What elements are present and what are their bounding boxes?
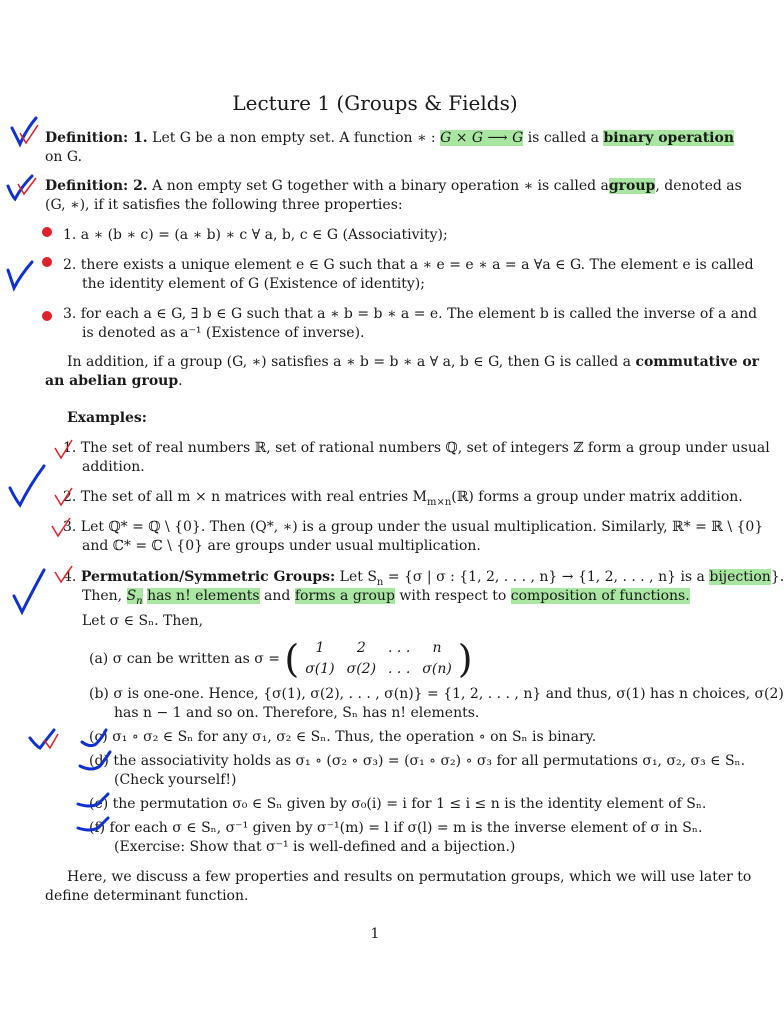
example-2-subscript: m×n	[426, 496, 452, 508]
red-check-icon	[55, 440, 72, 458]
matrix-cell: n	[432, 640, 442, 656]
closing-paragraph: Here, we discuss a few properties and results on permutation groups, which we will use later to	[67, 869, 752, 885]
example-3-line-2: and ℂ* = ℂ \ {0} are groups under usual multiplication.	[82, 538, 481, 554]
example-4-text-3: }.	[770, 569, 784, 585]
blue-check-icon	[10, 466, 44, 505]
property-inverse: 3. for each a ∈ G, ∃ b ∈ G such that a ∗ b = b ∗ a = e. The element b is called the inverse of a and	[63, 306, 758, 322]
definition-1-text-2: is called a	[527, 130, 600, 146]
matrix-cell: σ(n)	[422, 661, 452, 677]
matrix-cell: σ(1)	[305, 661, 335, 677]
example-4-text-2: = {σ | σ : {1, 2, . . . , n} → {1, 2, . . . , n} is a	[383, 569, 705, 585]
red-dot-icon	[42, 227, 52, 237]
highlight-n-factorial: has n! elements	[147, 588, 260, 604]
abelian-bold-1: commutative or	[635, 354, 760, 370]
examples-heading: Examples:	[67, 410, 147, 426]
highlight-forms-group: forms a group	[294, 588, 395, 604]
example-2-end: (ℝ) forms a group under matrix addition.	[451, 489, 743, 505]
blue-check-icon	[78, 794, 108, 806]
highlight-group: group	[608, 178, 656, 194]
blue-check-icon	[82, 730, 106, 746]
matrix-cell: 2	[356, 640, 366, 656]
property-inverse-line-2: is denoted as a⁻¹ (Existence of inverse).	[82, 325, 365, 341]
sub-item-e: (e) the permutation σ₀ ∈ Sₙ given by σ₀(i) = i for 1 ≤ i ≤ n is the identity element of Sₙ.	[89, 796, 707, 812]
definition-1-line-2: on G.	[45, 149, 83, 165]
red-check-icon	[55, 488, 72, 505]
matrix-cell: σ(2)	[346, 661, 377, 677]
example-1-line-2: addition.	[82, 459, 145, 475]
example-4-and: and	[264, 588, 291, 604]
abelian-text: In addition, if a group (G, ∗) satisfies a ∗ b = b ∗ a ∀ a, b ∈ G, then G is called a	[67, 354, 631, 370]
property-identity: 2. there exists a unique element e ∈ G such that a ∗ e = e ∗ a = a ∀a ∈ G. The element e is called	[63, 257, 754, 273]
highlight-composition: composition of functions.	[510, 588, 690, 604]
example-3: 3. Let ℚ* = ℚ \ {0}. Then (Q*, ∗) is a group under the usual multiplication. Similarly, ℝ* = ℝ \ {0}	[63, 519, 764, 535]
matrix-cell: . . .	[388, 640, 411, 656]
example-4-text: Let S	[339, 569, 377, 585]
definition-2-label: Definition: 2.	[45, 178, 148, 194]
highlight-sn-sub: n	[136, 595, 143, 607]
blue-check-icon	[8, 262, 32, 288]
matrix-left-paren: (	[284, 637, 300, 681]
example-4-sub: n	[376, 576, 384, 588]
definition-2-text-2: , denoted as	[655, 178, 742, 194]
sub-item-b: (b) σ is one-one. Hence, {σ(1), σ(2), . . . , σ(n)} = {1, 2, . . . , n} and thus, σ(1) has n choices, σ(2)	[89, 686, 784, 702]
example-4-then: Then,	[82, 588, 123, 604]
definition-1-label: Definition: 1.	[45, 130, 148, 146]
definition-2-line-2: (G, ∗), if it satisfies the following three properties:	[45, 197, 403, 213]
abelian-period: .	[178, 373, 183, 389]
property-associativity: 1. a ∗ (b ∗ c) = (a ∗ b) ∗ c ∀ a, b, c ∈ G (Associativity);	[63, 227, 448, 243]
definition-1-text: Let G be a non empty set. A function ∗ :	[152, 130, 436, 146]
sub-item-c: (c) σ₁ ∘ σ₂ ∈ Sₙ for any σ₁, σ₂ ∈ Sₙ. Thus, the operation ∘ on Sₙ is binary.	[89, 729, 597, 745]
abelian-bold-2: an abelian group	[45, 373, 179, 389]
sub-item-d: (d) the associativity holds as σ₁ ∘ (σ₂ ∘ σ₃) = (σ₁ ∘ σ₂) ∘ σ₃ for all permutations σ₁, σ₂, σ₃ ∈ Sₙ.	[89, 753, 746, 769]
page-number: 1	[370, 926, 380, 942]
example-1: 1. The set of real numbers ℝ, set of rational numbers ℚ, set of integers ℤ form a group under usual	[63, 440, 770, 456]
example-2-text: 2. The set of all m × n matrices with real entries M	[63, 489, 427, 505]
property-identity-line-2: the identity element of G (Existence of identity);	[82, 276, 425, 292]
red-dot-icon	[42, 257, 52, 267]
example-4-wrt: with respect to	[399, 588, 507, 604]
red-check-icon	[55, 566, 72, 582]
sub-item-b-line-2: has n − 1 and so on. Therefore, Sₙ has n! elements.	[114, 705, 480, 721]
highlight-bijection: bijection	[709, 569, 771, 585]
highlight-sn-s: S	[126, 588, 137, 604]
definition-2-text: A non empty set G together with a binary operation ∗ is called a	[152, 178, 609, 194]
blue-check-icon	[30, 730, 54, 748]
example-4-title: Permutation/Symmetric Groups:	[80, 569, 336, 585]
example-4-line-3: Let σ ∈ Sₙ. Then,	[82, 613, 204, 629]
red-check-icon	[52, 518, 70, 536]
blue-check-icon	[80, 752, 110, 769]
matrix-cell: . . .	[388, 661, 411, 677]
blue-check-icon	[78, 818, 108, 830]
matrix-right-paren: )	[457, 637, 473, 681]
sub-item-a-text: (a) σ can be written as σ =	[89, 651, 280, 667]
matrix-cell: 1	[315, 640, 325, 656]
sub-item-d-line-2: (Check yourself!)	[114, 772, 237, 788]
page-title: Lecture 1 (Groups & Fields)	[232, 91, 518, 115]
highlight-binary-operation: binary operation	[603, 130, 734, 146]
red-dot-icon	[42, 311, 52, 321]
sub-item-f-line-2: (Exercise: Show that σ⁻¹ is well-defined and a bijection.)	[114, 839, 516, 855]
sub-item-f: (f) for each σ ∈ Sₙ, σ⁻¹ given by σ⁻¹(m) = l if σ(l) = m is the inverse element of σ in Sₙ.	[89, 820, 703, 836]
closing-paragraph-line-2: define determinant function.	[45, 888, 249, 904]
example-4-label: 4.	[63, 569, 77, 585]
highlight-gxg: G × G ⟶ G	[440, 130, 524, 146]
blue-check-icon	[14, 570, 44, 612]
